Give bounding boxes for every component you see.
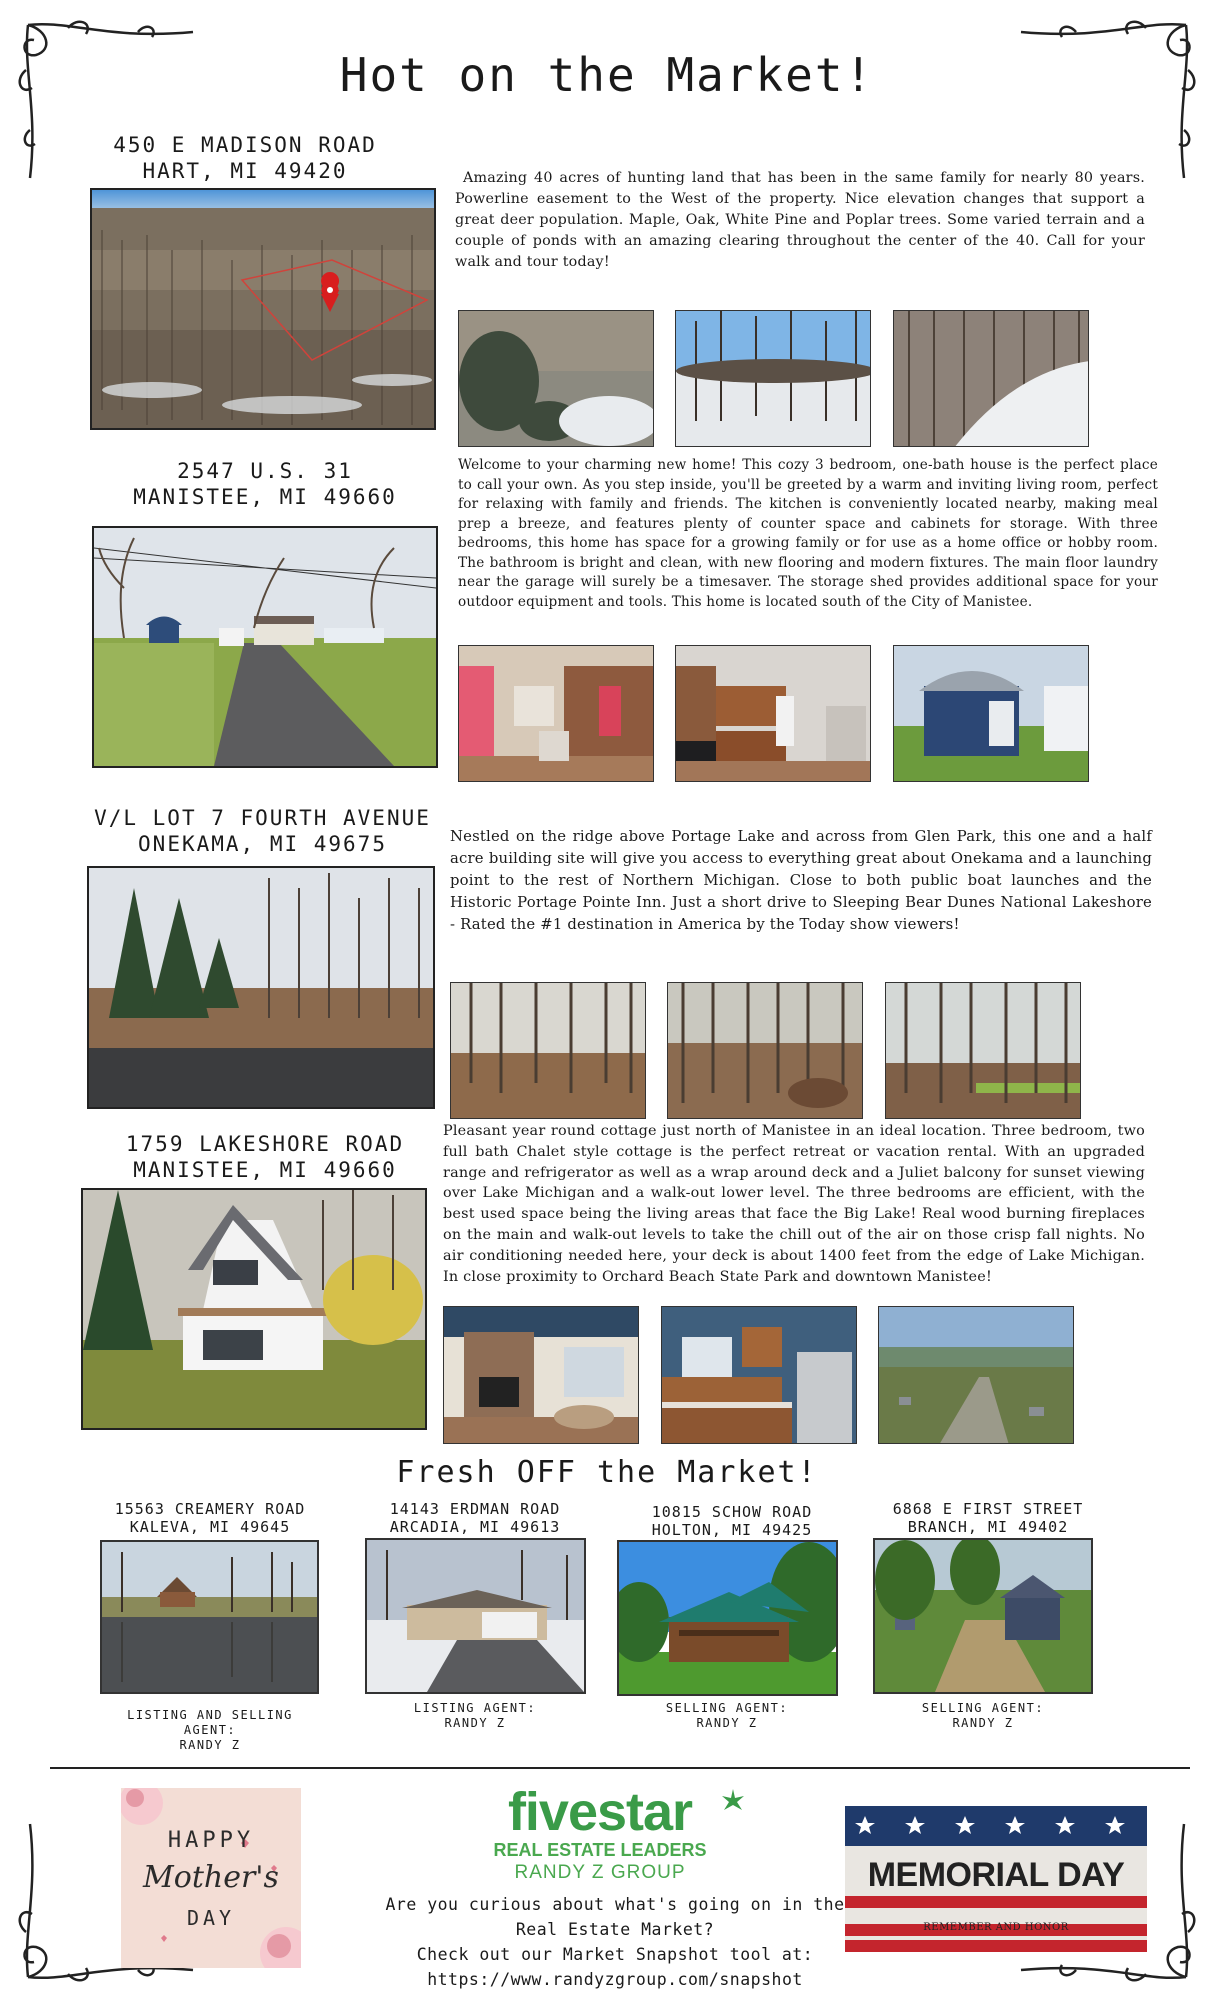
page-title: Hot on the Market! [339, 48, 875, 102]
listing-4-thumb-3[interactable] [878, 1306, 1074, 1444]
listing-2-address [90, 458, 440, 510]
listing-1-thumb-3[interactable] [893, 310, 1089, 447]
sold-1-agent-line1: LISTING AND SELLING [127, 1708, 293, 1722]
listing-2-address-line1: 2547 U.S. 31 [177, 459, 353, 483]
sold-1-photo[interactable] [100, 1540, 319, 1694]
sold-4-address-line1: 6868 E FIRST STREET [892, 1500, 1084, 1518]
listing-1-main-photo[interactable] [90, 188, 436, 430]
cta-line2: Real Estate Market? [515, 1920, 715, 1939]
listing-1-address [70, 132, 420, 184]
sold-3-address-line1: 10815 SCHOW ROAD [651, 1503, 813, 1521]
section-divider [50, 1767, 1190, 1769]
listing-2-description: Welcome to your charming new home! This cozy 3 bedroom, one-bath house is the perfect place to call your own. As you step inside, you'll be greeted by a warm and inviting living room, perfect for relaxing with family and friends. The kitchen is conveniently located nearby, making meal prep a breeze, and features plenty of counter space and cabinets for storage. With three bedrooms, this home has space for a growing family or for use as a home office or hobby room. The bathroom is bright and clean, with new flooring and modern fixtures. The main floor laundry near the garage will surely be a timesaver. The storage shed provides additional space for your outdoor equipment and tools. This home is located south of the City of Manistee. [458, 457, 1158, 610]
listing-2-thumb-1[interactable] [458, 645, 654, 782]
sold-1-address [90, 1500, 330, 1536]
listing-4-address-line2: MANISTEE, MI 49660 [133, 1158, 397, 1182]
sold-2-agent-line2: RANDY Z [444, 1716, 506, 1730]
mothers-day-line3: DAY [186, 1906, 236, 1930]
sold-1-address-line1: 15563 CREAMERY ROAD [114, 1500, 306, 1518]
listing-1-description: Amazing 40 acres of hunting land that has been in the same family for nearly 80 years. Powerline easement to the West of the property. Nice elevation changes that support a great deer population. Maple, Oak, White Pine and Poplar trees. Some varied terrain and a couple of ponds with an amazing clearing throughout the center of the 40. Call for your walk and tour today! [455, 170, 1145, 270]
listing-4-address [90, 1131, 440, 1183]
sold-4-agent-line2: RANDY Z [952, 1716, 1014, 1730]
listing-3-thumb-3[interactable] [885, 982, 1081, 1119]
listing-3-thumb-2[interactable] [667, 982, 863, 1119]
sold-4-address-line2: BRANCH, MI 49402 [907, 1518, 1069, 1536]
sold-3-address-line2: HOLTON, MI 49425 [651, 1521, 813, 1539]
sold-3-photo[interactable] [617, 1540, 838, 1696]
listing-4-main-photo[interactable] [81, 1188, 427, 1430]
sold-4-address [868, 1500, 1108, 1536]
logo-tagline-1: REAL ESTATE LEADERS [493, 1840, 707, 1860]
logo-tagline-2: RANDY Z GROUP [514, 1862, 686, 1883]
listing-3-thumb-1[interactable] [450, 982, 646, 1119]
listing-4-thumb-1[interactable] [443, 1306, 639, 1444]
star-icon [720, 1788, 746, 1814]
memorial-day-graphic [845, 1806, 1147, 1952]
listing-3-main-photo[interactable] [87, 866, 435, 1109]
listing-4-thumb-2[interactable] [661, 1306, 857, 1444]
sold-2-address [355, 1500, 595, 1536]
sold-4-agent-line1: SELLING AGENT: [921, 1701, 1045, 1715]
logo-wordmark: fivestar [507, 1782, 693, 1842]
cta-line3: Check out our Market Snapshot tool at: [416, 1945, 814, 1964]
sold-4-photo[interactable] [873, 1538, 1093, 1694]
memorial-day-title: MEMORIAL DAY [867, 1856, 1125, 1894]
market-snapshot-cta [385, 1892, 845, 1992]
listing-4-description: Pleasant year round cottage just north of Manistee in an ideal location. Three bedroom, two full bath Chalet style cottage is the perfect retreat or vacation rental. With an upgraded range and refrigerator as well as a wrap around deck and a Juliet balcony for sunset viewing over Lake Michigan and a walk-out lower level. The three bedrooms are efficient, with the best used space being the living areas that face the Big Lake! Real wood burning fireplaces on the main and walk-out levels to take the chill out of the air on those crisp fall nights. No air conditioning needed here, your deck is about 1400 feet from the edge of Lake Michigan. In close proximity to Orchard Beach State Park and downtown Manistee! [443, 1123, 1145, 1285]
listing-1-thumb-1[interactable] [458, 310, 654, 447]
sold-1-address-line2: KALEVA, MI 49645 [129, 1518, 291, 1536]
mothers-day-graphic [121, 1788, 301, 1968]
snapshot-url-link[interactable]: https://www.randyzgroup.com/snapshot [427, 1970, 803, 1989]
listing-3-address-line2: ONEKAMA, MI 49675 [138, 832, 387, 856]
section-title-sold: Fresh OFF the Market! [396, 1455, 818, 1490]
listing-3-address [75, 805, 450, 857]
sold-3-address [612, 1503, 852, 1539]
sold-2-photo[interactable] [365, 1538, 586, 1694]
listing-3-address-line1: V/L LOT 7 FOURTH AVENUE [94, 806, 431, 830]
listing-1-address-line2: HART, MI 49420 [142, 159, 348, 183]
fivestar-logo [440, 1782, 790, 1882]
listing-2-thumb-3[interactable] [893, 645, 1089, 782]
sold-2-agent [360, 1701, 590, 1731]
sold-4-agent [868, 1701, 1098, 1731]
sold-2-address-line2: ARCADIA, MI 49613 [389, 1518, 561, 1536]
sold-1-agent [95, 1708, 325, 1753]
memorial-day-tagline: REMEMBER AND HONOR [923, 1922, 1069, 1933]
listing-2-main-photo[interactable] [92, 526, 438, 768]
mothers-day-line2: Mother's [143, 1860, 279, 1895]
sold-1-agent-line3: RANDY Z [179, 1738, 241, 1752]
listing-3-description: Nestled on the ridge above Portage Lake and across from Glen Park, this one and a half acre building site will give you access to everything great about Onekama and a launching point to the rest of Northern Michigan. Close to both public boat launches and the Historic Portage Pointe Inn. Just a short drive to Sleeping Bear Dunes National Lakeshore - Rated the #1 destination in America by the Today show viewers! [450, 828, 1152, 933]
listing-2-address-line2: MANISTEE, MI 49660 [133, 485, 397, 509]
sold-3-agent-line2: RANDY Z [696, 1716, 758, 1730]
cta-line1: Are you curious about what's going on in the [385, 1895, 845, 1914]
sold-3-agent [612, 1701, 842, 1731]
listing-4-address-line1: 1759 LAKESHORE ROAD [125, 1132, 405, 1156]
mothers-day-line1: HAPPY [167, 1828, 255, 1853]
listing-1-thumb-2[interactable] [675, 310, 871, 447]
sold-2-address-line1: 14143 ERDMAN ROAD [389, 1500, 561, 1518]
sold-3-agent-line1: SELLING AGENT: [665, 1701, 789, 1715]
listing-2-thumb-2[interactable] [675, 645, 871, 782]
sold-1-agent-line2: AGENT: [183, 1723, 237, 1737]
listing-1-address-line1: 450 E MADISON ROAD [113, 133, 377, 157]
sold-2-agent-line1: LISTING AGENT: [413, 1701, 537, 1715]
